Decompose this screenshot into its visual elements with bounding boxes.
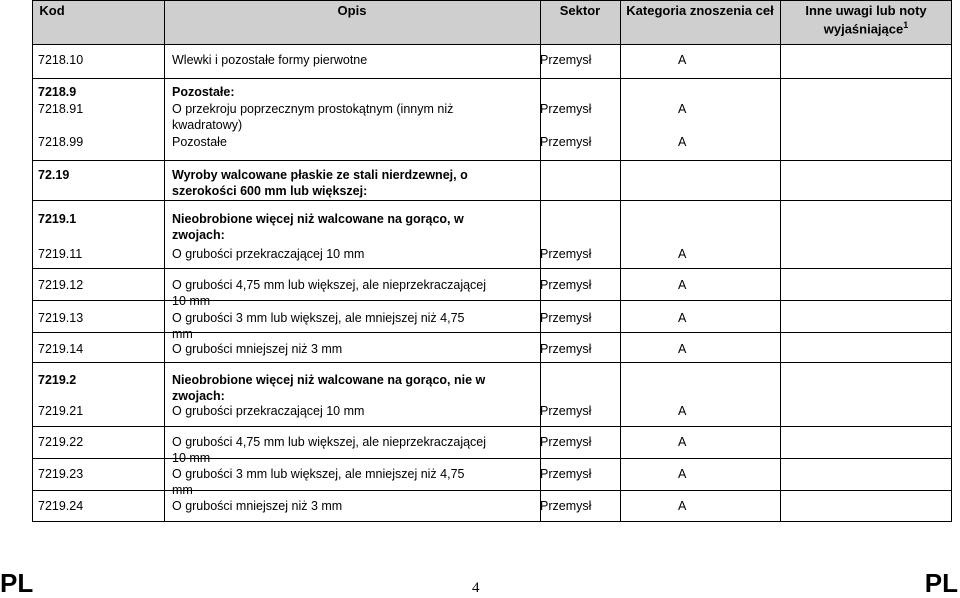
cell-kategoria: A (678, 467, 687, 481)
cell-kategoria: A (678, 247, 687, 261)
cell-opis: Nieobrobione więcej niż walcowane na gorąco, w zwojach: (172, 212, 464, 242)
row-divider (32, 458, 952, 459)
footer-language-right: PL (924, 568, 958, 598)
table-header (32, 0, 952, 44)
header-uwagi (780, 0, 952, 44)
header-opis: Opis (337, 3, 367, 18)
cell-kod: 7218.10 (38, 53, 84, 67)
row-divider (32, 160, 952, 161)
row-divider (32, 521, 952, 522)
cell-kategoria: A (678, 102, 687, 116)
cell-kategoria: A (678, 499, 687, 513)
cell-kategoria: A (678, 278, 687, 292)
cell-kod: 7219.1 (38, 212, 77, 226)
cell-opis: O grubości 4,75 mm lub większej, ale nieprzekraczającej 10 mm (172, 435, 487, 465)
row-divider (32, 490, 952, 491)
cell-kod: 7219.21 (38, 404, 84, 418)
cell-kod: 7219.13 (38, 311, 84, 325)
row-divider (32, 362, 952, 363)
cell-kod: 7218.99 (38, 135, 84, 149)
cell-kategoria: A (678, 404, 687, 418)
row-divider (32, 44, 952, 45)
cell-opis: O grubości 4,75 mm lub większej, ale nieprzekraczającej 10 mm (172, 278, 487, 308)
header-sektor: Sektor (559, 3, 601, 18)
cell-kod: 7219.14 (38, 342, 84, 356)
cell-kod: 7219.12 (38, 278, 84, 292)
cell-kategoria: A (678, 311, 687, 325)
cell-opis: O grubości mniejszej niż 3 mm (172, 499, 343, 513)
cell-opis: O grubości przekraczającej 10 mm (172, 247, 365, 261)
header-uwagi-text: Inne uwagi lub noty wyjaśniające (805, 3, 927, 37)
row-divider (32, 78, 952, 79)
cell-sektor: Przemysł (540, 247, 592, 261)
cell-sektor: Przemysł (540, 311, 592, 325)
header-kategoria: Kategoria znoszenia ceł (626, 3, 774, 18)
cell-kategoria: A (678, 342, 687, 356)
cell-opis: O grubości 3 mm lub większej, ale mniejszej niż 4,75 mm (172, 311, 465, 341)
cell-kod: 7219.2 (38, 373, 77, 387)
row-divider (32, 426, 952, 427)
cell-opis: O grubości 3 mm lub większej, ale mniejszej niż 4,75 mm (172, 467, 465, 497)
cell-sektor: Przemysł (540, 499, 592, 513)
tariff-table (32, 0, 952, 522)
cell-sektor: Przemysł (540, 467, 592, 481)
cell-opis: O grubości mniejszej niż 3 mm (172, 342, 343, 356)
cell-kod: 72.19 (38, 168, 70, 182)
cell-opis: Wyroby walcowane płaskie ze stali nierdzewnej, o szerokości 600 mm lub większej: (172, 168, 468, 198)
row-divider (32, 0, 952, 1)
cell-opis: O przekroju poprzecznym prostokątnym (innym niż kwadratowy) (172, 102, 454, 132)
footer-language-left: PL (0, 568, 34, 598)
row-divider (32, 200, 952, 201)
cell-sektor: Przemysł (540, 102, 592, 116)
page-number: 4 (472, 580, 480, 596)
row-divider (32, 268, 952, 269)
cell-kod: 7218.91 (38, 102, 84, 116)
cell-sektor: Przemysł (540, 404, 592, 418)
cell-kategoria: A (678, 53, 687, 67)
cell-opis: O grubości przekraczającej 10 mm (172, 404, 365, 418)
cell-sektor: Przemysł (540, 53, 592, 67)
cell-opis: Nieobrobione więcej niż walcowane na gorąco, nie w zwojach: (172, 373, 486, 403)
row-divider (32, 332, 952, 333)
cell-kod: 7219.24 (38, 499, 84, 513)
cell-opis: Pozostałe: (172, 85, 235, 99)
cell-opis: Pozostałe (172, 135, 227, 149)
header-kod: Kod (39, 3, 65, 18)
cell-sektor: Przemysł (540, 135, 592, 149)
cell-opis: Wlewki i pozostałe formy pierwotne (172, 53, 368, 67)
row-divider (32, 300, 952, 301)
cell-sektor: Przemysł (540, 435, 592, 449)
cell-kategoria: A (678, 135, 687, 149)
cell-kategoria: A (678, 435, 687, 449)
cell-kod: 7219.22 (38, 435, 84, 449)
header-uwagi-footnote: 1 (903, 20, 909, 30)
cell-sektor: Przemysł (540, 342, 592, 356)
cell-kod: 7219.23 (38, 467, 84, 481)
cell-kod: 7218.9 (38, 85, 77, 99)
cell-kod: 7219.11 (38, 247, 83, 261)
cell-sektor: Przemysł (540, 278, 592, 292)
